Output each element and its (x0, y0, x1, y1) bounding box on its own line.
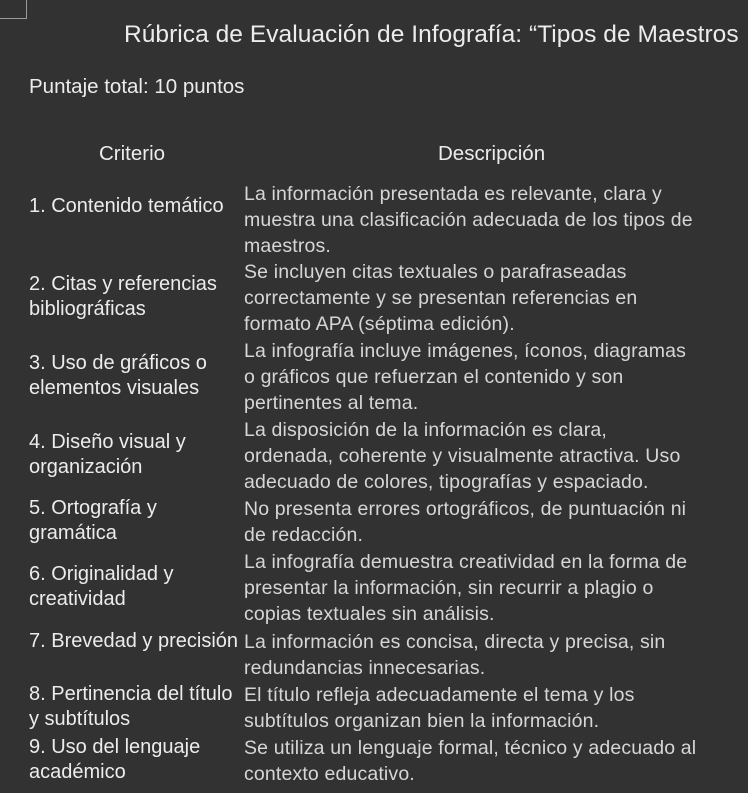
rubric-row (0, 417, 748, 495)
rubric-description (244, 259, 748, 337)
description-line: El título refleja adecuadamente el tema y los (244, 684, 635, 706)
description-line: formato APA (séptima edición). (244, 313, 515, 335)
description-line: contexto educativo. (244, 763, 415, 785)
description-line: Se incluyen citas textuales o parafraseadas (244, 261, 627, 283)
rubric-row (0, 629, 748, 682)
description-line: No presenta errores ortográficos, de puntuación ni (244, 498, 687, 520)
rubric-description (244, 735, 748, 787)
rubric-row (0, 181, 748, 259)
rubric-row (0, 496, 748, 549)
description-line: correctamente y se presentan referencias en (244, 287, 638, 309)
description-line: pertinentes al tema. (244, 392, 419, 414)
rubric-criterion: 2. Citas y referencias bibliográficas (29, 273, 217, 320)
rubric-criterion: 1. Contenido temático (29, 195, 224, 217)
criterion-column-header: Criterio (99, 142, 166, 165)
description-line: ordenada, coherente y visualmente atractiva. Uso (244, 445, 681, 467)
description-column-header: Descripción (438, 142, 546, 165)
description-line: adecuado de colores, tipografías y espaciado. (244, 471, 649, 493)
rubric-description (244, 417, 748, 495)
total-score: Puntaje total: 10 puntos (29, 75, 245, 98)
description-line: La información presentada es relevante, clara y (244, 183, 662, 205)
rubric-description (244, 629, 748, 681)
description-line: muestra una clasificación adecuada de los tipos de (244, 209, 693, 231)
rubric-criterion: 7. Brevedad y precisión (29, 630, 239, 652)
rubric-description (244, 682, 748, 734)
description-line: o gráficos que refuerzan el contenido y son (244, 366, 624, 388)
rubric-description (244, 496, 748, 548)
rubric-criterion: 4. Diseño visual y organización (29, 431, 186, 478)
rubric-criterion: 9. Uso del lenguaje académico (29, 736, 201, 783)
description-line: copias textuales sin análisis. (244, 603, 495, 625)
page-corner-mark (0, 0, 27, 19)
rubric-row (0, 682, 748, 735)
description-line: La disposición de la información es clara, (244, 419, 607, 441)
rubric-row (0, 735, 748, 788)
rubric-criterion: 5. Ortografía y gramática (29, 497, 157, 544)
rubric-row (0, 338, 748, 416)
description-line: maestros. (244, 235, 331, 257)
description-line: redundancias innecesarias. (244, 657, 486, 679)
description-line: presentar la información, sin recurrir a plagio o (244, 577, 654, 599)
description-line: La información es concisa, directa y precisa, sin (244, 631, 666, 653)
description-line: La infografía demuestra creatividad en la forma de (244, 551, 688, 573)
document-title: Rúbrica de Evaluación de Infografía: “Tipos de Maestros (124, 21, 739, 48)
description-line: de redacción. (244, 524, 364, 546)
rubric-criterion: 6. Originalidad y creatividad (29, 563, 174, 610)
rubric-description (244, 338, 748, 416)
rubric-description (244, 549, 748, 627)
description-line: subtítulos organizan bien la información. (244, 710, 600, 732)
rubric-criterion: 8. Pertinencia del título y subtítulos (29, 683, 233, 730)
rubric-description (244, 181, 748, 259)
description-line: La infografía incluye imágenes, íconos, diagramas (244, 340, 687, 362)
rubric-criterion: 3. Uso de gráficos o elementos visuales (29, 352, 207, 399)
description-line: Se utiliza un lenguaje formal, técnico y adecuado al (244, 737, 697, 759)
rubric-row (0, 549, 748, 627)
rubric-row (0, 259, 748, 337)
